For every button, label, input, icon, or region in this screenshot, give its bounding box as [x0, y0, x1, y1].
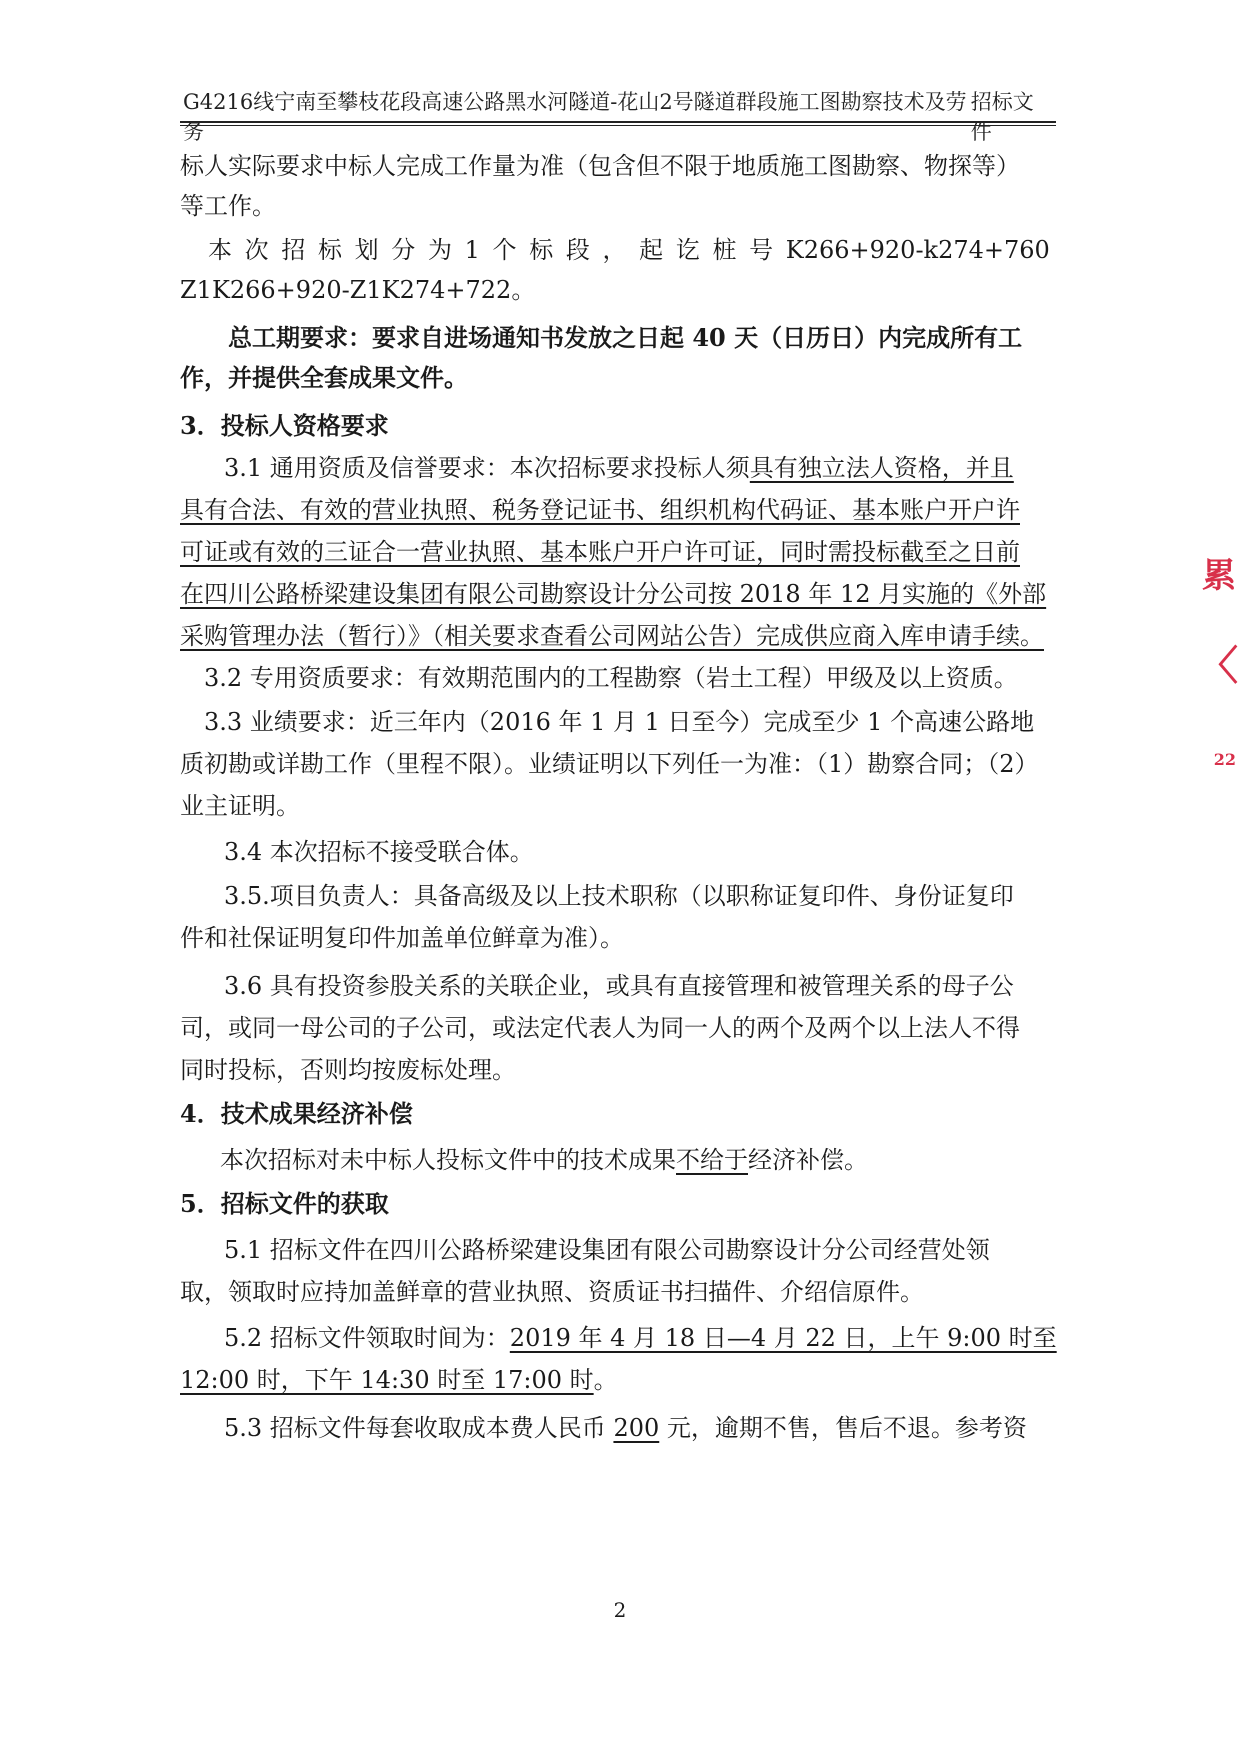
p31-line-4: 在四川公路桥梁建设集团有限公司勘察设计分公司按 2018 年 12 月实施的《外部 [180, 580, 1047, 608]
p33-line-1: 3.3 业绩要求：近三年内（2016 年 1 月 1 日至今）完成至少 1 个高速公路地 [204, 708, 1035, 736]
section-line-1-part: 讫 [675, 236, 700, 264]
p31-line-3: 可证或有效的三证合一营业执照、基本账户开户许可证，同时需投标截至之日前 [180, 538, 1020, 566]
section-line-2: Z1K266+920-Z1K274+722。 [180, 276, 536, 304]
p51-line-2: 取，领取时应持加盖鲜章的营业执照、资质证书扫描件、介绍信原件。 [180, 1278, 924, 1306]
p52-line-2 [180, 1364, 618, 1396]
p31-line-5: 采购管理办法（暂行）》（相关要求查看公司网站公告）完成供应商入库申请手续。 [180, 622, 1044, 650]
p52-line-1 [224, 1322, 1057, 1354]
section-line-1-part: 为 [427, 236, 452, 264]
section-4-heading: 4．技术成果经济补偿 [180, 1099, 413, 1128]
section-line-1-part: 桩 [712, 236, 737, 264]
p53-line [224, 1412, 1027, 1444]
p35-line-1: 3.5.项目负责人：具备高级及以上技术职称（以职称证复印件、身份证复印 [224, 882, 1014, 910]
seal-fragment-1: 累 [1202, 556, 1236, 596]
section-line-1-part: 1 [464, 236, 480, 264]
section-3-heading: 3．投标人资格要求 [180, 411, 389, 440]
period-line-1: 总工期要求：要求自进场通知书发放之日起 40 天（日历日）内完成所有工 [228, 323, 1023, 352]
sec4-text-b: 不给于 [676, 1146, 748, 1174]
p33-line-3: 业主证明。 [180, 792, 300, 820]
header-doc-type: 招标文件 [970, 90, 1034, 144]
p31-line-2: 具有合法、有效的营业执照、税务登记证书、组织机构代码证、基本账户开户许 [180, 496, 1020, 524]
p31-line-1 [224, 452, 1014, 484]
scope-line-1: 标人实际要求中标人完成工作量为准（包含但不限于地质施工图勘察、物探等） [180, 152, 1020, 180]
section-5-heading: 5．招标文件的获取 [180, 1189, 389, 1218]
seal-fragment-2: 〈 [1198, 642, 1238, 689]
section-line-1-part: ， [602, 236, 627, 264]
p32-line: 3.2 专用资质要求：有效期范围内的工程勘察（岩土工程）甲级及以上资质。 [204, 664, 1018, 692]
header-rule [180, 121, 1056, 123]
p31-line-1b: 具有独立法人资格，并且 [749, 454, 1014, 482]
section-line-1-part: 次 [244, 236, 269, 264]
section-line-1-part: 本 [208, 236, 232, 264]
p34-line: 3.4 本次招标不接受联合体。 [224, 838, 534, 866]
p52-line-2a: 12:00 时，下午 14:30 时至 17:00 时 [180, 1366, 594, 1394]
p36-line-2: 司，或同一母公司的子公司，或法定代表人为同一人的两个及两个以上法人不得 [180, 1014, 1020, 1042]
p33-line-2: 质初勘或详勘工作（里程不限）。业绩证明以下列任一为准：（1）勘察合同；（2） [180, 750, 1039, 778]
header-title: G4216线宁南至攀枝花段高速公路黑水河隧道-花山2号隧道群段施工图勘察技术及劳务 [183, 90, 967, 144]
p31-line-1a: 3.1 通用资质及信誉要求：本次招标要求投标人须 [224, 454, 750, 482]
section-line-1-part: 标 [317, 236, 342, 264]
section-line-1-part: 标 [529, 236, 554, 264]
p36-line-1: 3.6 具有投资参股关系的关联企业，或具有直接管理和被管理关系的母子公 [224, 972, 1014, 1000]
p53-fee: 200 [613, 1414, 660, 1442]
p52-line-1a: 5.2 招标文件领取时间为： [224, 1324, 510, 1352]
sec4-text-a: 本次招标对未中标人投标文件中的技术成果 [220, 1146, 676, 1174]
seal-fragment-3: 22 [1213, 750, 1236, 769]
p35-line-2: 件和社保证明复印件加盖单位鲜章为准）。 [180, 924, 624, 952]
section-line-1-part: 个 [492, 236, 517, 264]
section-line-1-part: 招 [281, 236, 306, 264]
p53-text-c: 元，逾期不售，售后不退。参考资 [659, 1414, 1027, 1442]
page-header [183, 86, 1053, 146]
p36-line-3: 同时投标，否则均按废标处理。 [180, 1056, 516, 1084]
sec4-text-c: 经济补偿。 [748, 1146, 868, 1174]
section-line-1-part: K266+920-k274+760 [785, 236, 1050, 264]
p51-line-1: 5.1 招标文件在四川公路桥梁建设集团有限公司勘察设计分公司经营处领 [224, 1236, 990, 1264]
section-line-1-part: 划 [354, 236, 379, 264]
section-line-1-part: 分 [391, 236, 416, 264]
p53-text-a: 5.3 招标文件每套收取成本费人民币 [224, 1414, 614, 1442]
sec4-line [220, 1144, 868, 1176]
header-rule-thin [180, 125, 1056, 126]
scope-line-2: 等工作。 [180, 192, 276, 220]
period-line-2: 作，并提供全套成果文件。 [180, 363, 468, 392]
p52-line-1b: 2019 年 4 月 18 日—4 月 22 日，上午 9:00 时至 [509, 1324, 1057, 1352]
p52-line-2b: 。 [593, 1366, 618, 1394]
section-line-1 [208, 234, 1050, 266]
page-number: 2 [613, 1598, 627, 1622]
section-line-1-part: 起 [639, 236, 664, 264]
section-line-1-part: 号 [749, 236, 774, 264]
section-line-1-part: 段 [565, 236, 590, 264]
